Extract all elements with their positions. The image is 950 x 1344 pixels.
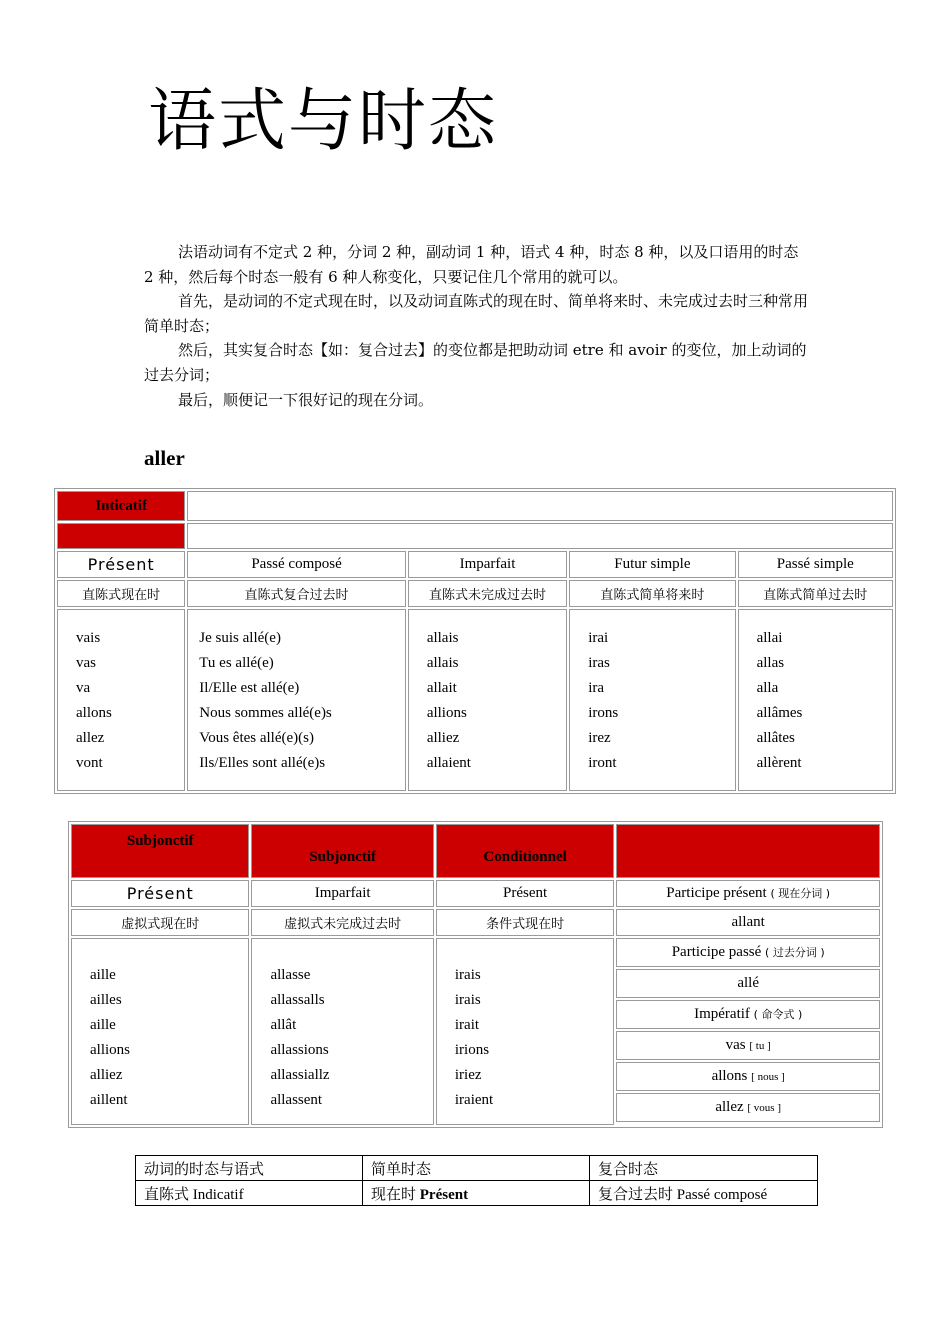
conjugation-form: iraient <box>454 1092 494 1108</box>
tense-name: Imparfait <box>408 551 567 578</box>
conjugation-form: allez <box>76 730 105 746</box>
header-blank-cell <box>187 491 893 521</box>
participe-passe-label-text: Participe passé <box>671 944 762 960</box>
tense-name: Présent <box>57 551 185 578</box>
conjugation-form: allassalls <box>270 992 325 1008</box>
conjugation-form: aille <box>90 967 116 983</box>
conjugation-cell <box>569 609 735 791</box>
imperatif-form <box>616 1031 880 1060</box>
imperatif-form-text: allons <box>711 1068 748 1084</box>
conjugation-cell <box>71 938 249 1125</box>
imperatif-form-text: allez <box>715 1099 744 1115</box>
red-blank-cell <box>616 824 880 878</box>
conjugation-form: Il/Elle est allé(e) <box>199 680 300 696</box>
conjugation-form: vas <box>76 655 96 671</box>
tense-name: Imparfait <box>251 880 433 907</box>
summary-mood-cell: 直陈式 Indicatif <box>136 1181 363 1206</box>
imperatif-person: [ tu ] <box>749 1040 771 1052</box>
imperatif-person: [ vous ] <box>747 1102 781 1114</box>
conjugation-form: ailles <box>90 992 122 1008</box>
conjugation-form: Vous êtes allé(e)(s) <box>199 730 314 746</box>
conjugation-form: iriez <box>454 1067 482 1083</box>
conjugation-form: Je suis allé(e) <box>199 630 281 646</box>
tense-cn: 直陈式未完成过去时 <box>408 580 567 607</box>
conjugation-form: allait <box>426 680 457 696</box>
summary-header-cell: 动词的时态与语式 <box>136 1156 363 1181</box>
conjugation-form: allassions <box>270 1042 329 1058</box>
conjugation-cell <box>57 609 185 791</box>
imperatif-label <box>616 1000 880 1029</box>
participe-present-label <box>616 880 880 907</box>
subjonctif-table <box>68 821 883 1128</box>
conjugation-form: irais <box>454 992 481 1008</box>
tense-cn: 直陈式现在时 <box>57 580 185 607</box>
page-title: 语式与时态 <box>148 82 499 161</box>
conjugation-form: alla <box>756 680 779 696</box>
conjugation-form: va <box>76 680 91 696</box>
indicatif-table <box>54 488 896 794</box>
participe-present-label-text: Participe présent <box>666 885 767 901</box>
conjugation-form: allons <box>76 705 112 721</box>
conjugation-cell <box>436 938 614 1125</box>
tense-cn: 虚拟式未完成过去时 <box>251 909 433 936</box>
summary-header-cell: 复合时态 <box>590 1156 818 1181</box>
conjugation-form: allaient <box>426 755 471 771</box>
verb-heading: aller <box>144 446 185 470</box>
tense-cn: 虚拟式现在时 <box>71 909 249 936</box>
conjugation-form: allât <box>270 1017 297 1033</box>
participe-present-cn: ( 现在分词 ) <box>770 887 831 900</box>
conditionnel-header: Conditionnel <box>436 824 614 878</box>
conjugation-cell <box>408 609 567 791</box>
summary-simple-cell <box>363 1181 590 1206</box>
participe-passe-cn: ( 过去分词 ) <box>765 946 825 959</box>
intro-paragraph: 法语动词有不定式 2 种，分词 2 种，副动词 1 种，语式 4 种，时态 8 种，以及口语用的时态 2 种，然后每个时态一般有 6 种人称变化，只要记住几个常用的就可以。 <box>144 243 799 286</box>
conjugation-form: Tu es allé(e) <box>199 655 274 671</box>
subjonctif-header: Subjonctif <box>71 824 249 878</box>
intro-paragraph: 首先，是动词的不定式现在时，以及动词直陈式的现在时、简单将来时、未完成过去时三种常用简单时态； <box>144 292 809 335</box>
tense-cn: 直陈式简单将来时 <box>569 580 735 607</box>
conjugation-form: allâtes <box>756 730 795 746</box>
conjugation-form: allions <box>90 1042 130 1058</box>
conjugation-cell <box>251 938 433 1125</box>
conjugation-form: aille <box>90 1017 116 1033</box>
participe-present-value: allant <box>616 909 880 936</box>
red-blank-cell <box>57 523 185 549</box>
summary-simple-bold: Présent <box>419 1186 469 1203</box>
conjugation-form: allassiallz <box>270 1067 330 1083</box>
conjugation-form: irai <box>588 630 609 646</box>
conjugation-form: allasse <box>270 967 311 983</box>
conjugation-form: alliez <box>90 1067 123 1083</box>
imperatif-form <box>616 1062 880 1091</box>
conjugation-form: irons <box>588 705 619 721</box>
conjugation-form: Nous sommes allé(e)s <box>199 705 332 721</box>
conjugation-form: allas <box>756 655 785 671</box>
summary-compound-cell: 复合过去时 Passé composé <box>590 1181 818 1206</box>
conjugation-form: iras <box>588 655 610 671</box>
conjugation-form: allais <box>426 655 459 671</box>
subjonctif-header: Subjonctif <box>251 824 433 878</box>
conjugation-form: allâmes <box>756 705 803 721</box>
intro-text <box>144 240 810 412</box>
conjugation-cell <box>738 609 893 791</box>
tense-name: Futur simple <box>569 551 735 578</box>
summary-table <box>135 1155 818 1206</box>
conjugation-form: allèrent <box>756 755 802 771</box>
conjugation-form: irait <box>454 1017 480 1033</box>
conjugation-form: allais <box>426 630 459 646</box>
conjugation-form: irions <box>454 1042 490 1058</box>
conjugation-form: iront <box>588 755 617 771</box>
summary-header-cell: 简单时态 <box>363 1156 590 1181</box>
intro-paragraph: 然后，其实复合时态【如：复合过去】的变位都是把助动词 etre 和 avoir 的变位，加上动词的过去分词； <box>144 341 807 384</box>
conjugation-form: aillent <box>90 1092 128 1108</box>
conjugation-cell <box>187 609 406 791</box>
tense-name: Présent <box>71 880 249 907</box>
tense-cn: 条件式现在时 <box>436 909 614 936</box>
conjugation-form: irez <box>588 730 611 746</box>
conjugation-form: Ils/Elles sont allé(e)s <box>199 755 326 771</box>
conjugation-form: vais <box>76 630 101 646</box>
tense-name: Présent <box>436 880 614 907</box>
indicatif-header: Inticatif <box>57 491 185 521</box>
tense-cn: 直陈式简单过去时 <box>738 580 893 607</box>
tense-name: Passé simple <box>738 551 893 578</box>
participe-passe-value: allé <box>616 969 880 998</box>
conjugation-form: allai <box>756 630 783 646</box>
header-blank-cell <box>187 523 893 549</box>
intro-paragraph: 最后，顺便记一下很好记的现在分词。 <box>178 390 434 409</box>
conjugation-form: vont <box>76 755 103 771</box>
conjugation-form: allassent <box>270 1092 323 1108</box>
conjugation-form: ira <box>588 680 605 696</box>
imperatif-cn: ( 命令式 ) <box>753 1008 803 1021</box>
imperatif-label-text: Impératif <box>694 1006 750 1022</box>
tense-name: Passé composé <box>187 551 406 578</box>
tense-cn: 直陈式复合过去时 <box>187 580 406 607</box>
conjugation-form: irais <box>454 967 481 983</box>
imperatif-form <box>616 1093 880 1122</box>
imperatif-form-text: vas <box>725 1037 746 1053</box>
conjugation-form: allions <box>426 705 467 721</box>
summary-simple-prefix: 现在时 <box>371 1186 417 1203</box>
participe-passe-label <box>616 938 880 967</box>
spacer-cell <box>616 1124 880 1125</box>
conjugation-form: alliez <box>426 730 460 746</box>
imperatif-person: [ nous ] <box>751 1071 785 1083</box>
